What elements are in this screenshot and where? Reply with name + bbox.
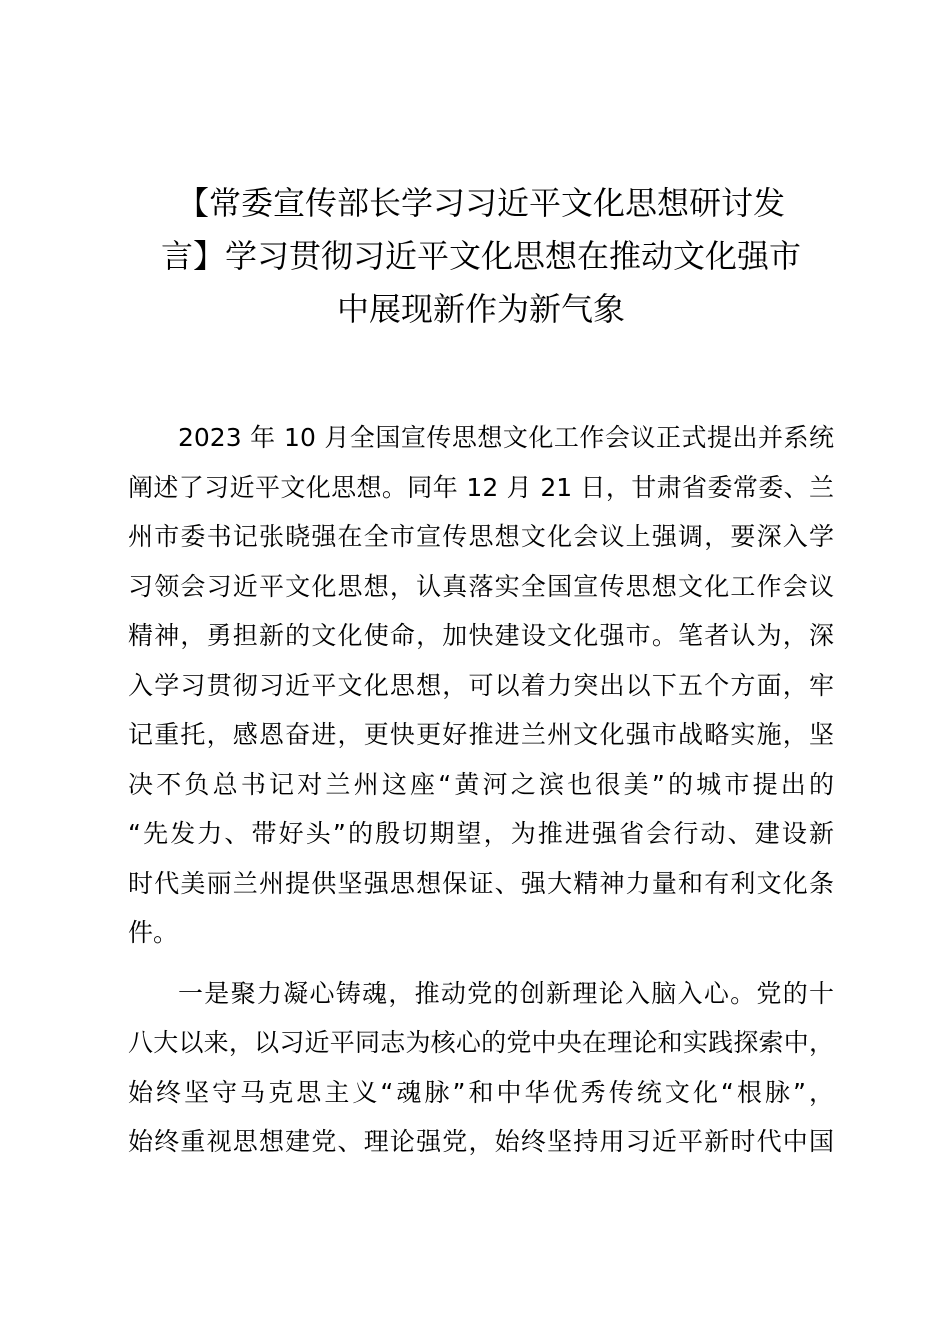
- document-body: [128, 413, 834, 1167]
- title-line: 【常委宣传部长学习习近平文化思想研讨发: [176, 184, 785, 222]
- text-line: 一是聚力凝心铸魂，推动党的创新理论入脑入心。党的十: [178, 978, 834, 1008]
- paragraph-point-one: [128, 969, 834, 1167]
- text-line: 阐述了习近平文化思想。同年 12 月 21 日，甘肃省委常委、兰: [128, 472, 834, 502]
- text-line: 决不负总书记对兰州这座“黄河之滨也很美”的城市提出的: [128, 769, 834, 799]
- text-line: “先发力、带好头”的殷切期望，为推进强省会行动、建设新: [128, 819, 834, 848]
- text-line: 八大以来，以习近平同志为核心的党中央在理论和实践探索中，: [128, 1028, 834, 1057]
- text-line: 习领会习近平文化思想，认真落实全国宣传思想文化工作会议: [128, 571, 834, 601]
- text-line: 始终坚守马克思主义“魂脉”和中华优秀传统文化“根脉”，: [128, 1077, 834, 1107]
- text-line: 始终重视思想建党、理论强党，始终坚持用习近平新时代中国: [128, 1127, 834, 1156]
- text-line: 州市委书记张晓强在全市宣传思想文化会议上强调，要深入学: [128, 522, 834, 551]
- title-line: 言】学习贯彻习近平文化思想在推动文化强市: [160, 237, 801, 275]
- title-line: 中展现新作为新气象: [336, 290, 625, 328]
- text-line: 时代美丽兰州提供坚强思想保证、强大精神力量和有利文化条: [128, 868, 834, 898]
- paragraph-intro: [128, 413, 834, 958]
- document-title: [128, 177, 834, 336]
- text-line: 2023 年 10 月全国宣传思想文化工作会议正式提出并系统: [178, 423, 834, 452]
- text-line: 记重托，感恩奋进，更快更好推进兰州文化强市战略实施，坚: [128, 720, 834, 749]
- text-line: 精神，勇担新的文化使命，加快建设文化强市。笔者认为，深: [128, 621, 834, 650]
- text-line: 件。: [128, 918, 179, 947]
- text-line: 入学习贯彻习近平文化思想，可以着力突出以下五个方面，牢: [128, 670, 834, 700]
